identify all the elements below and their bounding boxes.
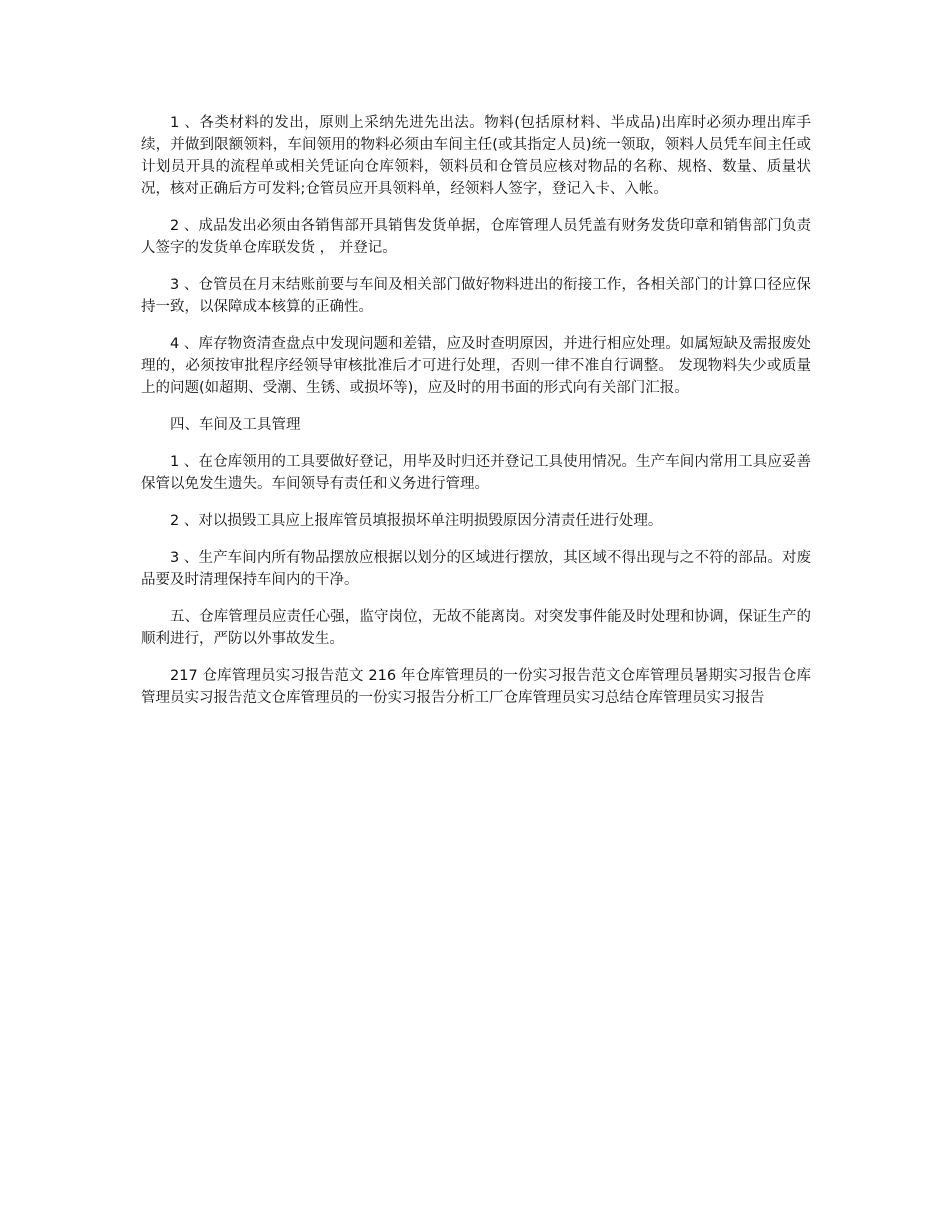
paragraph-item-placement: 3 、生产车间内所有物品摆放应根据以划分的区域进行摆放，其区域不得出现与之不符的部品。对废品要及时清理保持车间内的干净。 [141, 550, 811, 588]
paragraph-month-end: 3 、仓管员在月末结账前要与车间及相关部门做好物料进出的衔接工作，各相关部门的计算口径应保持一致，以保障成本核算的正确性。 [141, 277, 811, 315]
document-body [141, 112, 811, 724]
section-heading-workshop-tools: 四、车间及工具管理 [170, 417, 301, 433]
paragraph-product-shipment: 2 、成品发出必须由各销售部开具销售发货单据，仓库管理人员凭盖有财务发货印章和销售部门负责人签字的发货单仓库联发货 ， 并登记。 [141, 218, 811, 256]
paragraph-damaged-tools: 2 、对以损毁工具应上报库管员填报损坏单注明损毁原因分清责任进行处理。 [170, 513, 663, 529]
paragraph-inventory-check: 4 、库存物资清查盘点中发现问题和差错，应及时查明原因，并进行相应处理。如属短缺及需报废处理的，必须按审批程序经领导审核批准后才可进行处理，否则一律不准自行调整。 发现物料失少或质量上的问题(如超期、受潮、生锈、或损坏等)，应及时的用书面的形式向有关部门汇报。 [141, 336, 811, 396]
paragraph-manager-duty: 五、仓库管理员应责任心强，监守岗位，无故不能离岗。对突发事件能及时处理和协调，保证生产的顺利进行，严防以外事故发生。 [141, 609, 811, 647]
paragraph-related-reports: 217 仓库管理员实习报告范文 216 年仓库管理员的一份实习报告范文仓库管理员暑期实习报告仓库管理员实习报告范文仓库管理员的一份实习报告分析工厂仓库管理员实习总结仓库管理员实习报告 [141, 668, 811, 706]
paragraph-tool-registration: 1 、在仓库领用的工具要做好登记，用毕及时归还并登记工具使用情况。生产车间内常用工具应妥善保管以免发生遗失。车间领导有责任和义务进行管理。 [141, 454, 811, 492]
paragraph-material-issue: 1 、各类材料的发出，原则上采纳先进先出法。物料(包括原材料、半成品)出库时必须办理出库手续，并做到限额领料，车间领用的物料必须由车间主任(或其指定人员)统一领取，领料人员凭车间主任或计划员开具的流程单或相关凭证向仓库领料，领料员和仓管员应核对物品的名称、规格、数量、质量状况，核对正确后方可发料;仓管员应开具领料单，经领料人签字，登记入卡、入帐。 [141, 115, 811, 197]
